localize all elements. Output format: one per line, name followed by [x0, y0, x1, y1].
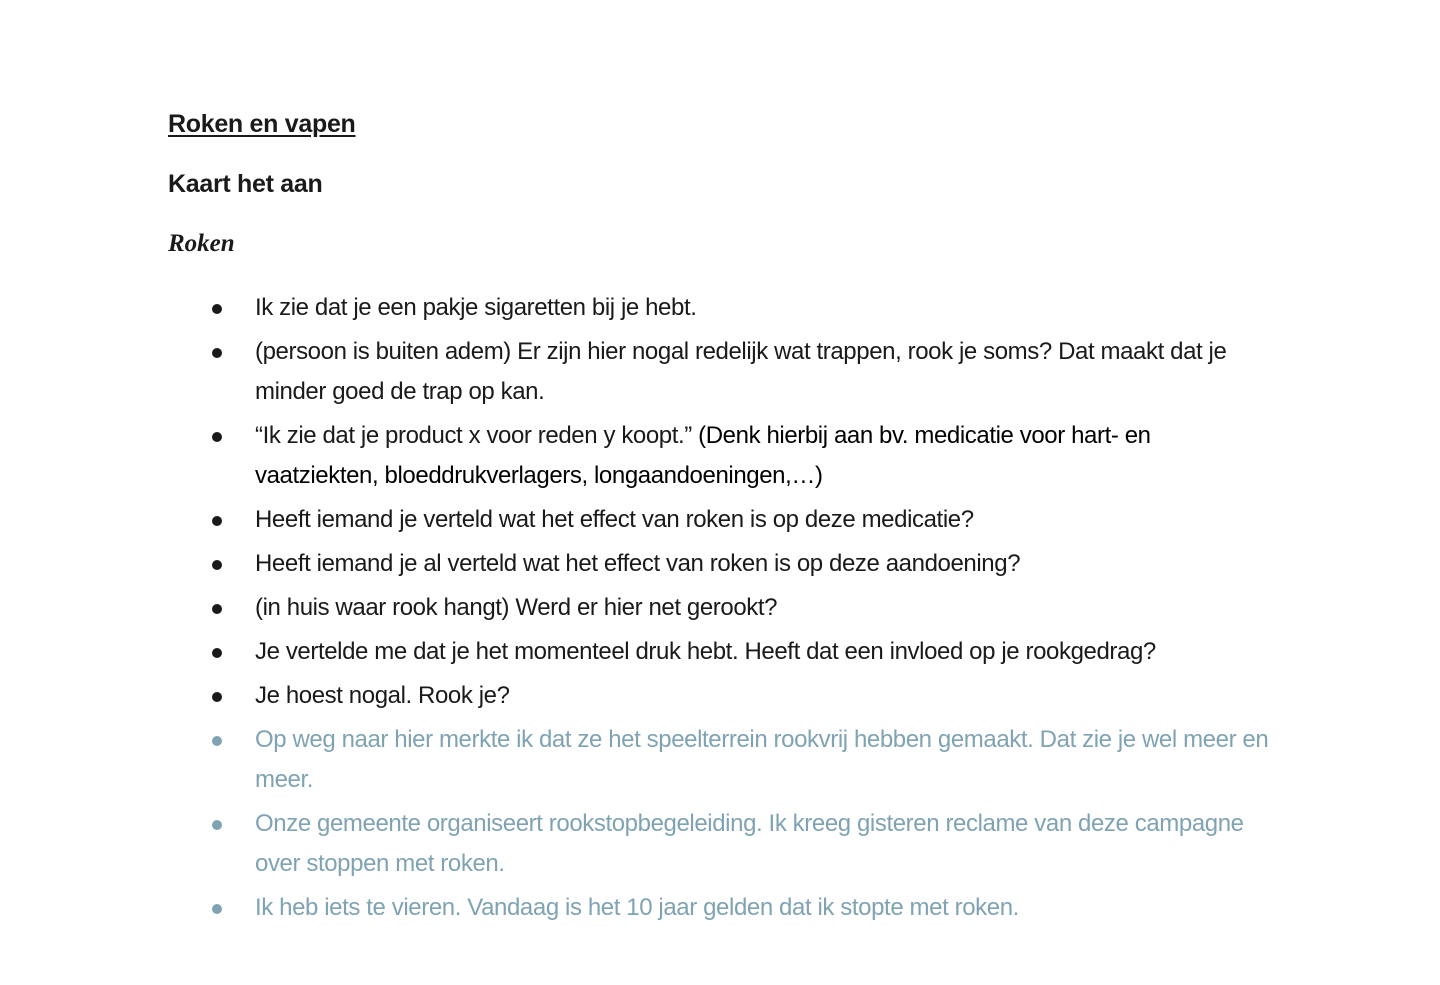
bullet-icon	[212, 736, 222, 746]
list-item	[168, 676, 1278, 716]
bullet-icon	[212, 348, 222, 358]
bullet-icon	[212, 820, 222, 830]
list-item	[168, 288, 1278, 328]
list-item-text: Heeft iemand je al verteld wat het effect van roken is op deze aandoening?	[255, 550, 1021, 577]
list-item	[168, 500, 1278, 540]
bullet-icon	[212, 516, 222, 526]
section-heading: Kaart het aan	[168, 170, 323, 198]
bullet-icon	[212, 304, 222, 314]
list-item	[168, 416, 1278, 496]
list-item-muted	[168, 720, 1278, 800]
list-item-text: Ik heb iets te vieren. Vandaag is het 10 jaar gelden dat ik stopte met roken.	[255, 894, 1019, 921]
list-item	[168, 544, 1278, 584]
list-item-text: “Ik zie dat je product x voor reden y koopt.”	[255, 422, 699, 449]
list-item-text: Ik zie dat je een pakje sigaretten bij je hebt.	[255, 294, 697, 321]
bullet-icon	[212, 432, 222, 442]
list-item-text: Heeft iemand je verteld wat het effect van roken is op deze medicatie?	[255, 506, 974, 533]
list-item-text: Op weg naar hier merkte ik dat ze het speelterrein rookvrij hebben gemaakt. Dat zie je wel meer en meer.	[255, 726, 1269, 793]
bullet-icon	[212, 604, 222, 614]
list-item	[168, 332, 1278, 412]
list-item-text: (in huis waar rook hangt) Werd er hier net gerookt?	[255, 594, 778, 621]
bullet-icon	[212, 904, 222, 914]
list-item-muted	[168, 888, 1278, 928]
list-item-text: Je hoest nogal. Rook je?	[255, 682, 510, 709]
document-page	[168, 104, 1278, 932]
list-item-note: (Denk hierbij aan bv. medicatie voor hart- en vaatziekten, bloeddrukverlagers, longaandoeningen,…)	[255, 422, 1151, 489]
document-title: Roken en vapen	[168, 110, 356, 138]
list-item	[168, 632, 1278, 672]
list-item-muted	[168, 804, 1278, 884]
bullet-icon	[212, 648, 222, 658]
bullet-list	[168, 288, 1278, 928]
subsection-heading: Roken	[168, 230, 235, 257]
bullet-icon	[212, 560, 222, 570]
list-item-text: Onze gemeente organiseert rookstopbegeleiding. Ik kreeg gisteren reclame van deze campagne over stoppen met roken.	[255, 810, 1244, 877]
list-item-text: Je vertelde me dat je het momenteel druk hebt. Heeft dat een invloed op je rookgedrag?	[255, 638, 1156, 665]
list-item	[168, 588, 1278, 628]
bullet-icon	[212, 692, 222, 702]
list-item-text: (persoon is buiten adem) Er zijn hier nogal redelijk wat trappen, rook je soms? Dat maakt dat je minder goed de trap op kan.	[255, 338, 1227, 405]
